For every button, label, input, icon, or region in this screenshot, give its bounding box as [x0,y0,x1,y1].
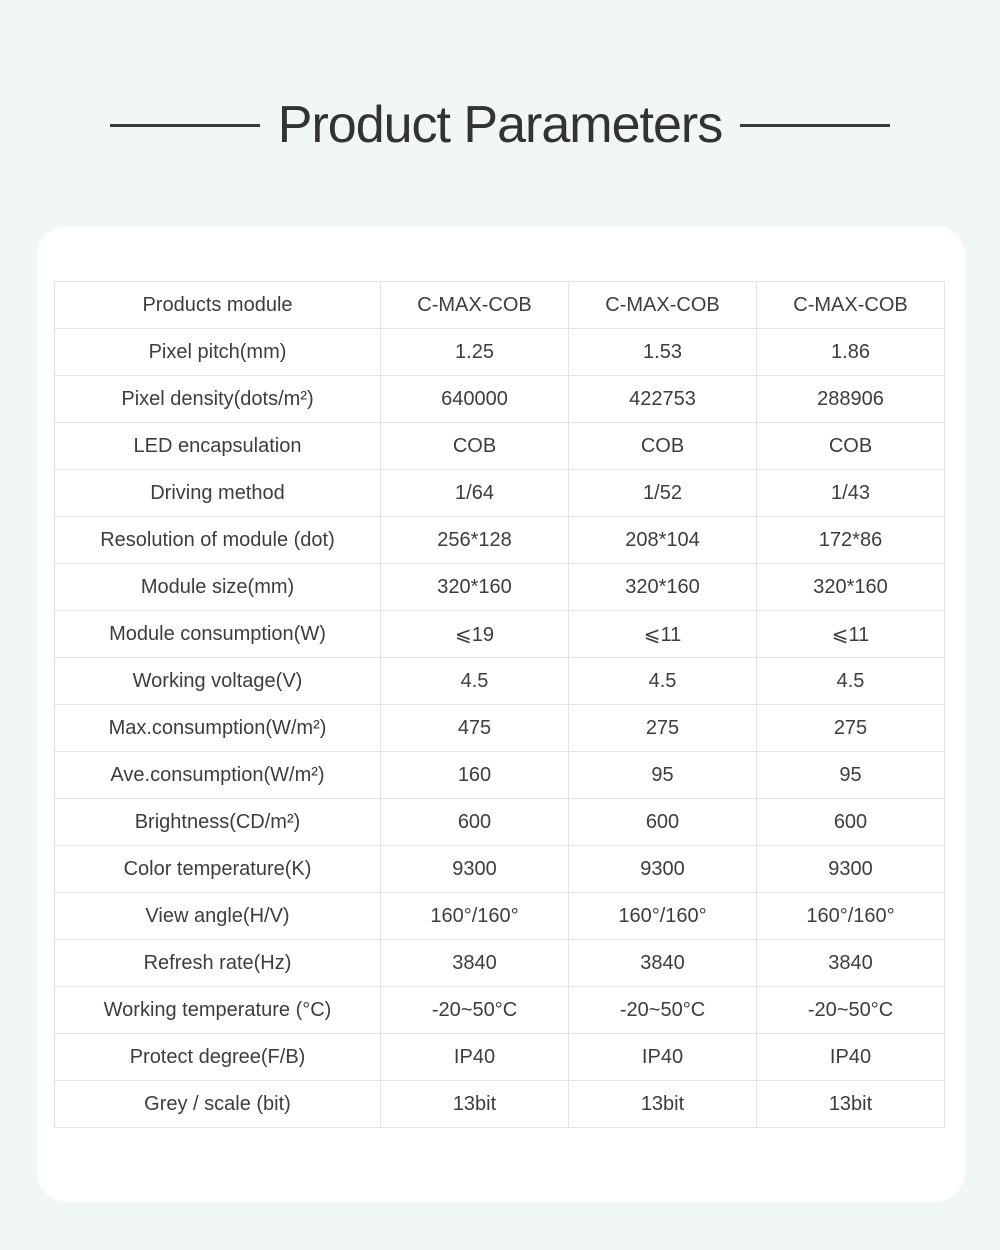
spec-value: 4.5 [569,658,757,705]
spec-value: COB [569,423,757,470]
spec-value: 95 [757,752,945,799]
spec-value: 640000 [381,376,569,423]
spec-value: 208*104 [569,517,757,564]
spec-value: 13bit [757,1081,945,1128]
table-row [55,987,945,1034]
title-rule-right [740,124,890,127]
table-row [55,846,945,893]
spec-value: 1/52 [569,470,757,517]
spec-value: 4.5 [381,658,569,705]
table-row [55,705,945,752]
spec-value: 600 [381,799,569,846]
spec-value: 4.5 [757,658,945,705]
spec-label: Working temperature (°C) [55,987,381,1034]
spec-label: Max.consumption(W/m²) [55,705,381,752]
table-row [55,658,945,705]
spec-value: 9300 [569,846,757,893]
spec-value: 600 [757,799,945,846]
spec-label: Refresh rate(Hz) [55,940,381,987]
title-rule-left [110,124,260,127]
spec-value: 3840 [381,940,569,987]
table-row [55,329,945,376]
table-row [55,423,945,470]
table-row [55,517,945,564]
spec-value: 320*160 [569,564,757,611]
spec-value: ⩽11 [757,611,945,658]
table-row [55,893,945,940]
spec-value: IP40 [381,1034,569,1081]
spec-value: ⩽11 [569,611,757,658]
table-row [55,799,945,846]
table-row [55,1081,945,1128]
spec-value: -20~50°C [757,987,945,1034]
spec-value: -20~50°C [381,987,569,1034]
spec-value: 1/43 [757,470,945,517]
spec-value: 475 [381,705,569,752]
spec-value: 256*128 [381,517,569,564]
spec-value: 1.53 [569,329,757,376]
spec-label: Pixel pitch(mm) [55,329,381,376]
spec-value: C-MAX-COB [569,282,757,329]
spec-value: 288906 [757,376,945,423]
spec-value: 275 [757,705,945,752]
spec-label: Resolution of module (dot) [55,517,381,564]
spec-value: 3840 [569,940,757,987]
table-row [55,1034,945,1081]
spec-label: Module size(mm) [55,564,381,611]
spec-label: Module consumption(W) [55,611,381,658]
table-row [55,752,945,799]
table-row [55,611,945,658]
spec-value: C-MAX-COB [381,282,569,329]
spec-value: 422753 [569,376,757,423]
spec-label: Working voltage(V) [55,658,381,705]
spec-value: 95 [569,752,757,799]
spec-label: Driving method [55,470,381,517]
spec-value: -20~50°C [569,987,757,1034]
spec-value: C-MAX-COB [757,282,945,329]
table-row [55,564,945,611]
title-section [0,96,1000,156]
spec-value: ⩽19 [381,611,569,658]
spec-value: COB [381,423,569,470]
page-title: Product Parameters [277,96,723,154]
spec-label: Products module [55,282,381,329]
spec-value: 13bit [381,1081,569,1128]
spec-table-body [55,282,945,1128]
spec-value: 3840 [757,940,945,987]
spec-value: 1.86 [757,329,945,376]
spec-value: 320*160 [757,564,945,611]
spec-label: Color temperature(K) [55,846,381,893]
spec-label: Grey / scale (bit) [55,1081,381,1128]
spec-value: 600 [569,799,757,846]
spec-value: 172*86 [757,517,945,564]
spec-value: 160°/160° [757,893,945,940]
spec-value: 160 [381,752,569,799]
spec-value: 320*160 [381,564,569,611]
table-row [55,282,945,329]
spec-label: Ave.consumption(W/m²) [55,752,381,799]
spec-value: 9300 [757,846,945,893]
spec-label: Pixel density(dots/m²) [55,376,381,423]
spec-value: 275 [569,705,757,752]
spec-value: 1/64 [381,470,569,517]
spec-label: Protect degree(F/B) [55,1034,381,1081]
table-row [55,376,945,423]
spec-value: 160°/160° [569,893,757,940]
spec-value: COB [757,423,945,470]
spec-label: Brightness(CD/m²) [55,799,381,846]
spec-value: 13bit [569,1081,757,1128]
table-row [55,940,945,987]
spec-value: 9300 [381,846,569,893]
spec-value: IP40 [569,1034,757,1081]
spec-value: 1.25 [381,329,569,376]
parameters-card [37,226,965,1202]
table-row [55,470,945,517]
parameters-table [54,281,945,1128]
spec-label: LED encapsulation [55,423,381,470]
spec-value: IP40 [757,1034,945,1081]
spec-label: View angle(H/V) [55,893,381,940]
spec-value: 160°/160° [381,893,569,940]
